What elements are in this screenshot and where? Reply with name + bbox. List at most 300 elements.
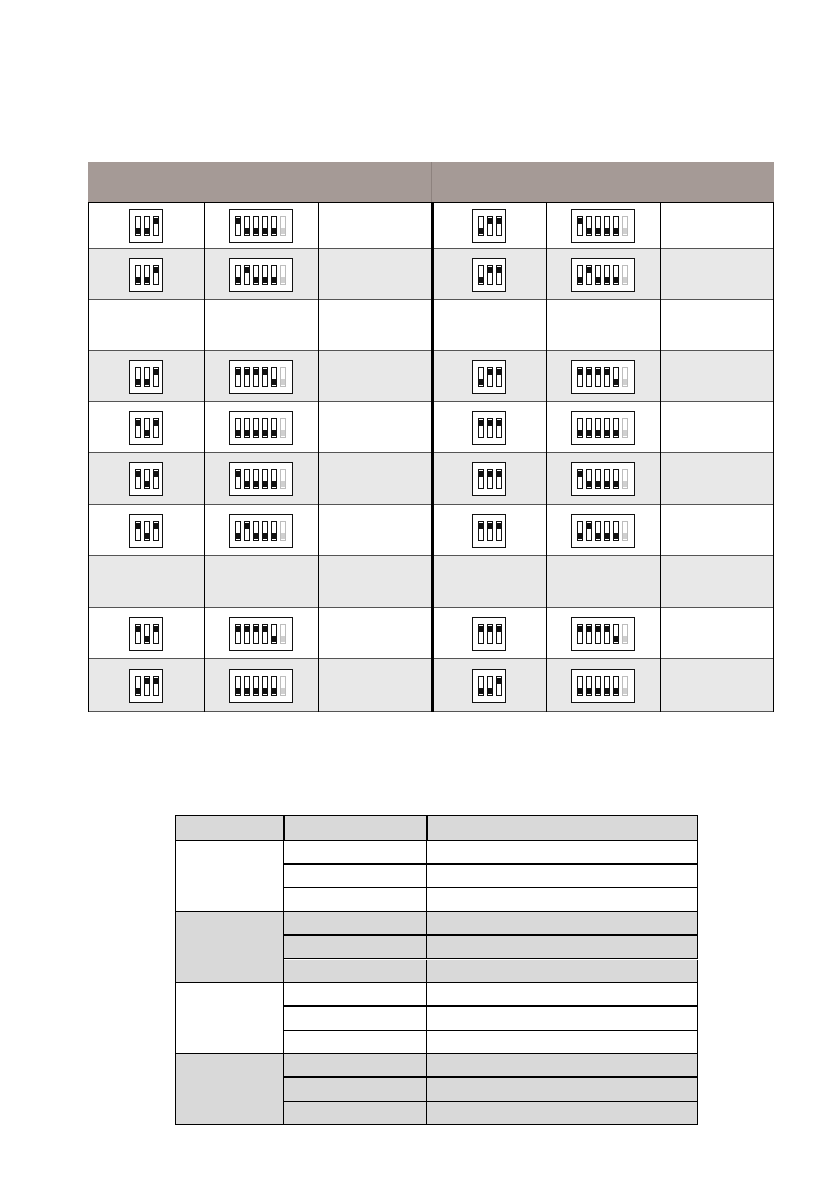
switch-knob: [479, 523, 483, 529]
switch-slot: [586, 367, 592, 387]
switch-knob: [578, 626, 582, 632]
table-cell: [427, 888, 698, 912]
switch-slot: [622, 624, 628, 644]
switch-knob: [596, 688, 600, 694]
table-cell: [88, 505, 204, 556]
switch-knob: [578, 430, 582, 436]
table-cell: [546, 453, 660, 505]
switch-knob: [605, 688, 609, 694]
switch-knob: [254, 228, 258, 234]
switch-knob: [263, 277, 267, 283]
switch-slot: [262, 521, 268, 541]
table-cell: [427, 1031, 698, 1055]
switch-slot: [613, 367, 619, 387]
dip-switch-6: [571, 209, 635, 243]
switch-slot: [280, 418, 286, 438]
switch-slot: [244, 216, 250, 236]
switch-slot: [235, 216, 241, 236]
switch-knob: [614, 481, 618, 487]
switch-slot: [595, 624, 601, 644]
switch-knob: [154, 267, 158, 273]
switch-knob: [136, 277, 140, 283]
switch-knob: [236, 218, 240, 224]
switch-slot: [153, 367, 159, 387]
switch-slot: [613, 624, 619, 644]
grid-line: [88, 202, 89, 712]
switch-knob: [623, 277, 627, 283]
table-cell: [427, 1054, 698, 1078]
switch-knob: [136, 688, 140, 694]
switch-knob: [488, 218, 492, 224]
switch-slot: [604, 265, 610, 285]
switch-slot: [478, 676, 484, 696]
table-cell: [318, 351, 432, 402]
switch-knob: [263, 430, 267, 436]
switch-slot: [595, 521, 601, 541]
switch-slot: [144, 216, 150, 236]
table-cell: [432, 202, 546, 249]
switch-knob: [497, 471, 501, 477]
switch-knob: [263, 626, 267, 632]
switch-knob: [145, 379, 149, 385]
switch-slot: [577, 216, 583, 236]
switch-slot: [153, 418, 159, 438]
switch-slot: [496, 216, 502, 236]
switch-knob: [587, 369, 591, 375]
dip-switch-6: [229, 360, 293, 394]
switch-knob: [596, 430, 600, 436]
switch-knob: [236, 369, 240, 375]
switch-slot: [577, 469, 583, 489]
switch-slot: [280, 624, 286, 644]
switch-slot: [253, 265, 259, 285]
switch-slot: [496, 676, 502, 696]
group-label-cell: [175, 841, 284, 912]
switch-knob: [497, 678, 501, 684]
switch-knob: [154, 678, 158, 684]
table-cell: [660, 505, 774, 556]
switch-slot: [622, 469, 628, 489]
switch-slot: [144, 265, 150, 285]
switch-slot: [613, 418, 619, 438]
table-cell: [427, 1102, 698, 1126]
header-cell: [427, 815, 698, 841]
switch-slot: [604, 216, 610, 236]
switch-slot: [595, 418, 601, 438]
table-cell: [318, 659, 432, 712]
header-cell: [175, 815, 284, 841]
switch-slot: [586, 418, 592, 438]
group-label-cell: [175, 1054, 284, 1125]
switch-slot: [496, 418, 502, 438]
switch-slot: [235, 521, 241, 541]
switch-knob: [154, 626, 158, 632]
switch-slot: [280, 521, 286, 541]
switch-knob: [136, 379, 140, 385]
table-cell: [318, 608, 432, 659]
switch-slot: [271, 676, 277, 696]
switch-knob: [596, 277, 600, 283]
switch-slot: [253, 367, 259, 387]
table-cell: [660, 453, 774, 505]
table-cell: [284, 1054, 427, 1078]
table-cell: [546, 300, 660, 351]
grid-line: [431, 202, 434, 712]
table-cell: [284, 865, 427, 889]
table-cell: [432, 402, 546, 453]
switch-knob: [272, 430, 276, 436]
switch-slot: [478, 521, 484, 541]
dip-switch-6: [571, 258, 635, 292]
header-cell: [660, 162, 774, 202]
switch-slot: [280, 265, 286, 285]
switch-slot: [586, 216, 592, 236]
table-cell: [427, 1078, 698, 1102]
table-cell: [204, 202, 318, 249]
switch-knob: [263, 481, 267, 487]
switch-slot: [235, 469, 241, 489]
switch-knob: [154, 369, 158, 375]
table-cell: [432, 300, 546, 351]
dip-switch-6: [571, 617, 635, 651]
switch-slot: [144, 469, 150, 489]
switch-slot: [153, 521, 159, 541]
switch-knob: [578, 277, 582, 283]
switch-knob: [272, 228, 276, 234]
switch-knob: [614, 533, 618, 539]
switch-knob: [236, 430, 240, 436]
switch-slot: [595, 469, 601, 489]
switch-slot: [144, 521, 150, 541]
switch-slot: [135, 418, 141, 438]
switch-knob: [587, 626, 591, 632]
switch-slot: [262, 624, 268, 644]
switch-slot: [271, 216, 277, 236]
header-cell: [432, 162, 546, 202]
dip-switch-6: [571, 514, 635, 548]
switch-slot: [478, 469, 484, 489]
dip-switch-3: [472, 514, 506, 548]
switch-knob: [605, 626, 609, 632]
switch-slot: [153, 676, 159, 696]
table-cell: [88, 659, 204, 712]
switch-knob: [578, 533, 582, 539]
switch-slot: [586, 676, 592, 696]
table-cell: [427, 1007, 698, 1031]
switch-knob: [479, 379, 483, 385]
switch-slot: [478, 216, 484, 236]
switch-knob: [272, 379, 276, 385]
switch-knob: [587, 523, 591, 529]
switch-knob: [596, 228, 600, 234]
switch-knob: [479, 471, 483, 477]
switch-knob: [578, 218, 582, 224]
dip-switch-6: [571, 462, 635, 496]
switch-knob: [154, 218, 158, 224]
switch-knob: [236, 471, 240, 477]
switch-knob: [488, 471, 492, 477]
dip-switch-6: [229, 258, 293, 292]
table-cell: [88, 249, 204, 300]
table-cell: [546, 505, 660, 556]
switch-knob: [605, 481, 609, 487]
switch-knob: [245, 267, 249, 273]
switch-slot: [496, 624, 502, 644]
switch-slot: [253, 418, 259, 438]
switch-knob: [488, 267, 492, 273]
switch-knob: [236, 626, 240, 632]
switch-slot: [604, 367, 610, 387]
switch-knob: [587, 481, 591, 487]
switch-slot: [271, 469, 277, 489]
switch-slot: [235, 624, 241, 644]
switch-knob: [136, 471, 140, 477]
switch-slot: [496, 367, 502, 387]
switch-slot: [153, 624, 159, 644]
switch-slot: [577, 624, 583, 644]
switch-slot: [262, 418, 268, 438]
switch-slot: [487, 418, 493, 438]
switch-slot: [496, 521, 502, 541]
header-cell: [88, 162, 204, 202]
switch-knob: [254, 369, 258, 375]
switch-knob: [136, 523, 140, 529]
table-cell: [660, 556, 774, 608]
switch-knob: [605, 533, 609, 539]
switch-slot: [135, 469, 141, 489]
switch-slot: [253, 216, 259, 236]
switch-slot: [244, 469, 250, 489]
switch-knob: [605, 369, 609, 375]
switch-slot: [604, 418, 610, 438]
switch-slot: [262, 469, 268, 489]
switch-slot: [235, 676, 241, 696]
switch-knob: [479, 228, 483, 234]
table-cell: [427, 912, 698, 936]
table-cell: [432, 351, 546, 402]
table-cell: [546, 202, 660, 249]
table-cell: [660, 249, 774, 300]
switch-knob: [272, 636, 276, 642]
switch-slot: [280, 676, 286, 696]
switch-knob: [479, 420, 483, 426]
switch-knob: [497, 523, 501, 529]
dip-switch-3: [129, 360, 163, 394]
table-cell: [204, 608, 318, 659]
table-cell: [427, 960, 698, 984]
switch-knob: [281, 430, 285, 436]
switch-knob: [281, 277, 285, 283]
switch-knob: [488, 523, 492, 529]
switch-slot: [244, 265, 250, 285]
grid-line: [660, 202, 661, 712]
switch-knob: [236, 688, 240, 694]
group-label-cell: [175, 912, 284, 983]
switch-knob: [254, 626, 258, 632]
table-cell: [432, 659, 546, 712]
dip-switch-3: [472, 462, 506, 496]
switch-knob: [614, 277, 618, 283]
table-cell: [318, 249, 432, 300]
table-cell: [318, 402, 432, 453]
switch-slot: [487, 469, 493, 489]
dip-switch-6: [229, 669, 293, 703]
dip-switch-3: [129, 411, 163, 445]
switch-slot: [577, 521, 583, 541]
switch-knob: [154, 471, 158, 477]
switch-slot: [613, 676, 619, 696]
dip-switch-3: [472, 669, 506, 703]
switch-knob: [281, 228, 285, 234]
dip-switch-6: [229, 411, 293, 445]
switch-slot: [235, 418, 241, 438]
switch-slot: [622, 418, 628, 438]
switch-slot: [487, 624, 493, 644]
table-cell: [427, 841, 698, 865]
switch-knob: [596, 369, 600, 375]
switch-knob: [578, 471, 582, 477]
table-cell: [432, 453, 546, 505]
table-cell: [284, 983, 427, 1007]
switch-slot: [586, 521, 592, 541]
switch-knob: [479, 277, 483, 283]
switch-slot: [153, 216, 159, 236]
switch-slot: [613, 469, 619, 489]
switch-slot: [244, 521, 250, 541]
table-cell: [660, 351, 774, 402]
switch-knob: [272, 277, 276, 283]
table-cell: [88, 300, 204, 351]
switch-knob: [263, 688, 267, 694]
switch-knob: [497, 267, 501, 273]
switch-knob: [281, 481, 285, 487]
switch-knob: [605, 277, 609, 283]
switch-slot: [577, 676, 583, 696]
dip-switch-3: [472, 360, 506, 394]
dip-switch-3: [129, 669, 163, 703]
switch-knob: [145, 678, 149, 684]
switch-knob: [488, 626, 492, 632]
switch-slot: [144, 624, 150, 644]
switch-slot: [478, 624, 484, 644]
switch-knob: [136, 228, 140, 234]
table-cell: [284, 888, 427, 912]
switch-slot: [487, 367, 493, 387]
switch-slot: [586, 624, 592, 644]
switch-slot: [135, 216, 141, 236]
switch-knob: [145, 481, 149, 487]
switch-knob: [623, 430, 627, 436]
switch-knob: [623, 481, 627, 487]
switch-slot: [613, 265, 619, 285]
switch-knob: [254, 688, 258, 694]
switch-slot: [262, 676, 268, 696]
table-cell: [546, 351, 660, 402]
switch-slot: [271, 624, 277, 644]
table-cell: [204, 402, 318, 453]
switch-knob: [614, 228, 618, 234]
switch-knob: [497, 369, 501, 375]
table-cell: [546, 659, 660, 712]
switch-knob: [145, 277, 149, 283]
switch-knob: [614, 688, 618, 694]
dip-switch-3: [129, 258, 163, 292]
switch-knob: [245, 369, 249, 375]
switch-slot: [478, 367, 484, 387]
table-cell: [546, 402, 660, 453]
switch-slot: [496, 265, 502, 285]
table-cell: [432, 505, 546, 556]
table-cell: [88, 453, 204, 505]
switch-slot: [135, 521, 141, 541]
switch-slot: [478, 418, 484, 438]
switch-slot: [253, 676, 259, 696]
switch-slot: [271, 265, 277, 285]
switch-slot: [244, 676, 250, 696]
switch-slot: [144, 418, 150, 438]
switch-slot: [604, 469, 610, 489]
table-cell: [204, 453, 318, 505]
table-cell: [284, 1007, 427, 1031]
switch-knob: [596, 533, 600, 539]
dip-switch-6: [571, 411, 635, 445]
dip-switch-6: [229, 617, 293, 651]
switch-slot: [613, 216, 619, 236]
switch-slot: [262, 367, 268, 387]
switch-slot: [262, 216, 268, 236]
switch-slot: [235, 367, 241, 387]
switch-knob: [587, 688, 591, 694]
switch-slot: [586, 469, 592, 489]
table-cell: [88, 556, 204, 608]
switch-knob: [623, 379, 627, 385]
table-cell: [660, 659, 774, 712]
switch-slot: [622, 265, 628, 285]
switch-knob: [497, 218, 501, 224]
switch-slot: [280, 216, 286, 236]
switch-knob: [245, 430, 249, 436]
switch-knob: [587, 430, 591, 436]
switch-slot: [487, 521, 493, 541]
switch-knob: [136, 626, 140, 632]
switch-knob: [245, 481, 249, 487]
switch-slot: [253, 521, 259, 541]
switch-knob: [605, 430, 609, 436]
table-cell: [88, 202, 204, 249]
table-cell: [432, 608, 546, 659]
switch-knob: [281, 533, 285, 539]
switch-knob: [145, 430, 149, 436]
dip-switch-3: [472, 617, 506, 651]
switch-knob: [488, 420, 492, 426]
header-cell: [204, 162, 318, 202]
table-cell: [318, 505, 432, 556]
switch-knob: [623, 228, 627, 234]
switch-slot: [577, 367, 583, 387]
switch-knob: [254, 277, 258, 283]
dip-switch-3: [472, 411, 506, 445]
switch-slot: [622, 521, 628, 541]
switch-slot: [135, 676, 141, 696]
table-cell: [204, 505, 318, 556]
switch-knob: [236, 277, 240, 283]
table-cell: [204, 351, 318, 402]
dip-switch-3: [129, 209, 163, 243]
dip-switch-3: [472, 258, 506, 292]
table-cell: [88, 608, 204, 659]
switch-slot: [235, 265, 241, 285]
dip-switch-3: [129, 617, 163, 651]
